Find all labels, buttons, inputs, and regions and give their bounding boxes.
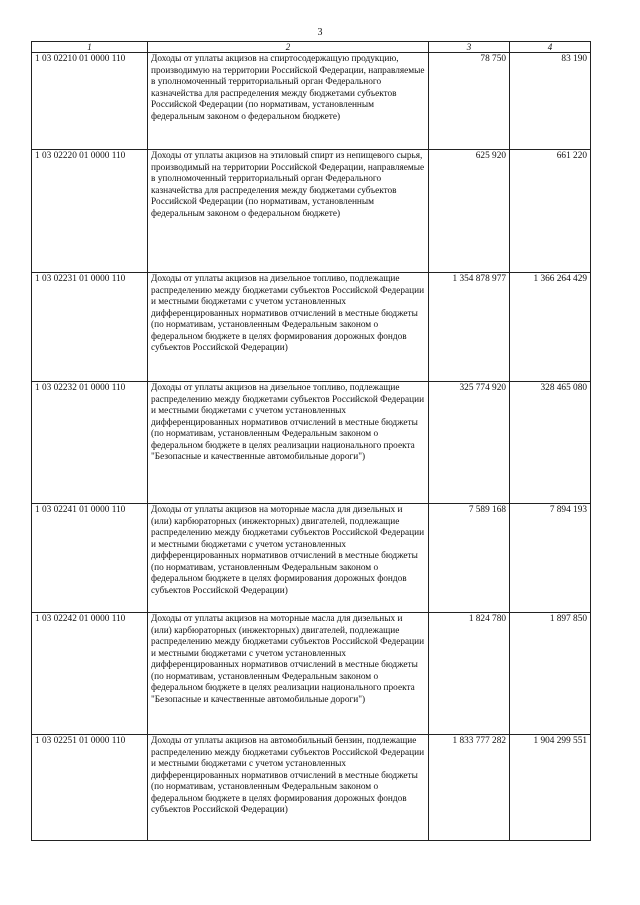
table-row	[32, 735, 591, 841]
table-row	[32, 273, 591, 382]
amount-col4: 1 366 264 429	[510, 273, 591, 382]
table-header-row	[32, 42, 591, 53]
table-row	[32, 150, 591, 273]
amount-col4: 661 220	[510, 150, 591, 273]
column-header-2: 2	[148, 42, 429, 53]
classification-code: 1 03 02242 01 0000 110	[32, 613, 148, 735]
amount-col3: 7 589 168	[429, 504, 510, 613]
column-header-4: 4	[510, 42, 591, 53]
amount-col4: 1 897 850	[510, 613, 591, 735]
amount-col4: 328 465 080	[510, 382, 591, 504]
column-header-3: 3	[429, 42, 510, 53]
revenue-table	[31, 41, 591, 841]
revenue-description: Доходы от уплаты акцизов на спиртосодержащую продукцию, производимую на территории Российской Федерации, направляемые в уполномоченный территориальный орган Федерального казначейства для распределения между бюджетами субъектов Российской Федерации (по нормативам, установленным федеральным законом о федеральном бюджете)	[148, 53, 429, 150]
amount-col4: 1 904 299 551	[510, 735, 591, 841]
amount-col3: 625 920	[429, 150, 510, 273]
classification-code: 1 03 02251 01 0000 110	[32, 735, 148, 841]
amount-col4: 83 190	[510, 53, 591, 150]
revenue-description: Доходы от уплаты акцизов на дизельное топливо, подлежащие распределению между бюджетами субъектов Российской Федерации и местными бюджетами с учетом установленных дифференцированных нормативов отчислений в местные бюджеты (по нормативам, установленным Федеральным законом о федеральном бюджете в целях формирования дорожных фондов субъектов Российской Федерации)	[148, 273, 429, 382]
amount-col3: 1 354 878 977	[429, 273, 510, 382]
table-row	[32, 53, 591, 150]
revenue-description: Доходы от уплаты акцизов на дизельное топливо, подлежащие распределению между бюджетами субъектов Российской Федерации и местными бюджетами с учетом установленных дифференцированных нормативов отчислений в местные бюджеты (по нормативам, установленным Федеральным законом о федеральном бюджете в целях реализации национального проекта "Безопасные и качественные автомобильные дороги")	[148, 382, 429, 504]
classification-code: 1 03 02241 01 0000 110	[32, 504, 148, 613]
page-number: 3	[317, 27, 323, 38]
revenue-description: Доходы от уплаты акцизов на этиловый спирт из непищевого сырья, производимый на территории Российской Федерации, направляемые в уполномоченный территориальный орган Федерального казначейства для распределения между бюджетами субъектов Российской Федерации (по нормативам, установленным федеральным законом о федеральном бюджете)	[148, 150, 429, 273]
revenue-description: Доходы от уплаты акцизов на моторные масла для дизельных и (или) карбюраторных (инжекторных) двигателей, подлежащие распределению между бюджетами субъектов Российской Федерации и местными бюджетами с учетом установленных дифференцированных нормативов отчислений в местные бюджеты (по нормативам, установленным Федеральным законом о федеральном бюджете в целях формирования дорожных фондов субъектов Российской Федерации)	[148, 504, 429, 613]
table-row	[32, 504, 591, 613]
column-header-1: 1	[32, 42, 148, 53]
amount-col3: 1 833 777 282	[429, 735, 510, 841]
table-row	[32, 382, 591, 504]
revenue-description: Доходы от уплаты акцизов на автомобильный бензин, подлежащие распределению между бюджетами субъектов Российской Федерации и местными бюджетами с учетом установленных дифференцированных нормативов отчислений в местные бюджеты (по нормативам, установленным Федеральным законом о федеральном бюджете в целях формирования дорожных фондов субъектов Российской Федерации)	[148, 735, 429, 841]
table-row	[32, 613, 591, 735]
amount-col3: 1 824 780	[429, 613, 510, 735]
amount-col3: 325 774 920	[429, 382, 510, 504]
amount-col4: 7 894 193	[510, 504, 591, 613]
amount-col3: 78 750	[429, 53, 510, 150]
revenue-description: Доходы от уплаты акцизов на моторные масла для дизельных и (или) карбюраторных (инжекторных) двигателей, подлежащие распределению между бюджетами субъектов Российской Федерации и местными бюджетами с учетом установленных дифференцированных нормативов отчислений в местные бюджеты (по нормативам, установленным Федеральным законом о федеральном бюджете в целях реализации национального проекта "Безопасные и качественные автомобильные дороги")	[148, 613, 429, 735]
classification-code: 1 03 02210 01 0000 110	[32, 53, 148, 150]
classification-code: 1 03 02232 01 0000 110	[32, 382, 148, 504]
classification-code: 1 03 02220 01 0000 110	[32, 150, 148, 273]
classification-code: 1 03 02231 01 0000 110	[32, 273, 148, 382]
